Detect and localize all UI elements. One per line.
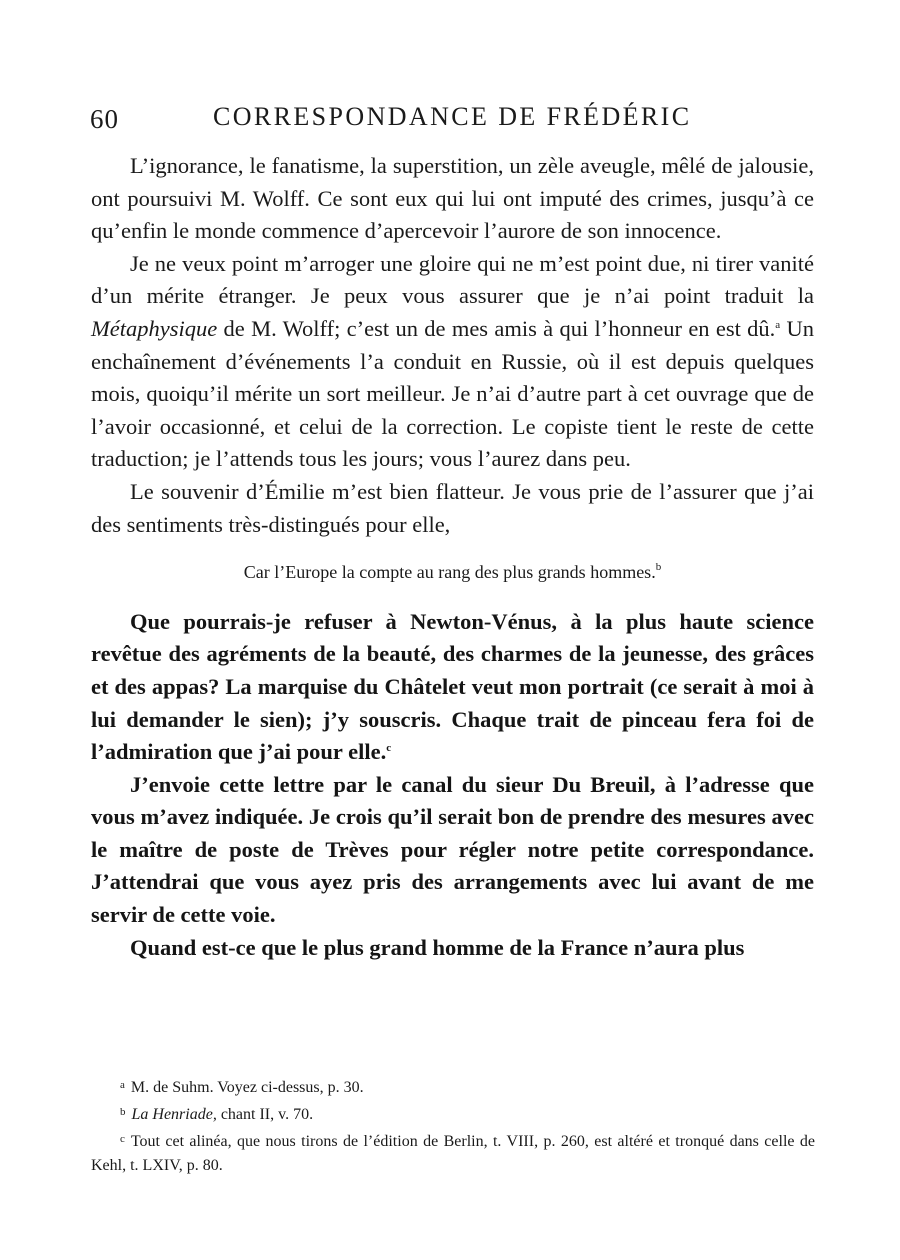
paragraph-3: Le souvenir d’Émilie m’est bien flatteur. Je vous prie de l’assurer que j’ai des sentiments très-distingués pour elle, [91,478,814,537]
footnote-b [91,1100,815,1127]
footnote-c [91,1127,815,1178]
paragraph-6: Quand est-ce que le plus grand homme de la France n’aura plus [130,934,745,960]
footnote-mark-b: b [120,1106,126,1118]
footnote-text-b: chant II, v. 70. [216,1106,314,1123]
paragraph-5: J’envoie cette lettre par le canal du sieur Du Breuil, à l’adresse que vous m’avez indiquée. Je crois qu’il serait bon de prendre des mesures avec le maître de poste de Trèves pour régler notre petite correspondance. J’attendrai que vous ayez pris des arrangements avec lui avant de me servir de cette voie. [91,771,814,928]
letter-body [91,150,814,964]
paragraph-1: L’ignorance, le fanatisme, la superstition, un zèle aveugle, mêlé de jalousie, ont poursuivi M. Wolff. Ce sont eux qui lui ont imputé des crimes, jusqu’à ce qu’enfin le monde commence d’apercevoir l’aurore de son innocence. [91,153,814,244]
book-title-metaphysique: Métaphysique [91,315,218,341]
footnote-mark-c: c [120,1133,125,1145]
footnote-a [91,1073,815,1100]
footnotes [91,1073,815,1178]
paragraph-2 [91,248,814,476]
paragraph-2-part-c: Un enchaînement d’événements l’a conduit en Russie, où il est depuis quelques mois, quoiqu’il mérite un sort meilleur. Je n’ai d’autre part à cet ouvrage que de l’avoir occasionné, et celui de la correction. Le copiste tient le reste de cette traduction; je l’attends tous les jours; vous l’aurez dans peu. [91,315,814,472]
paragraph-4-text: Que pourrais-je refuser à Newton-Vénus, à la plus haute science revêtue des agréments de la beauté, des charmes de la jeunesse, des grâces et des appas? La marquise du Châtelet veut mon portrait (ce serait à moi à lui demander le sien); j’y souscris. Chaque trait de pinceau fera foi de l’admiration que j’ai pour elle. [91,608,814,765]
footnote-text-a: M. de Suhm. Voyez ci-dessus, p. 30. [130,1079,364,1096]
note-ref-c[interactable]: c [386,742,392,755]
paragraph-2-part-b: de M. Wolff; c’est un de mes amis à qui l’honneur en est dû. [217,315,776,341]
page-number: 60 [90,104,119,134]
paragraph-2-part-a: Je ne veux point m’arroger une gloire qui ne m’est point due, ni tirer vanité d’un mérite étranger. Je peux vous assurer que je n’ai point traduit la [91,250,814,309]
note-ref-b[interactable]: b [655,561,662,574]
footnote-text-c: Tout cet alinéa, que nous tirons de l’édition de Berlin, t. VIII, p. 260, est altéré et tronqué dans celle de Kehl, t. LXIV, p. 80. [91,1133,815,1174]
footnote-title-b: La Henriade, [131,1106,217,1123]
verse-line [91,556,814,589]
note-ref-a[interactable]: a [775,318,781,331]
verse-text: Car l’Europe la compte au rang des plus grands hommes. [243,562,656,583]
running-title: CORRESPONDANCE DE FRÉDÉRIC [213,102,692,131]
paragraph-4 [91,606,814,769]
footnote-mark-a: a [120,1079,125,1091]
